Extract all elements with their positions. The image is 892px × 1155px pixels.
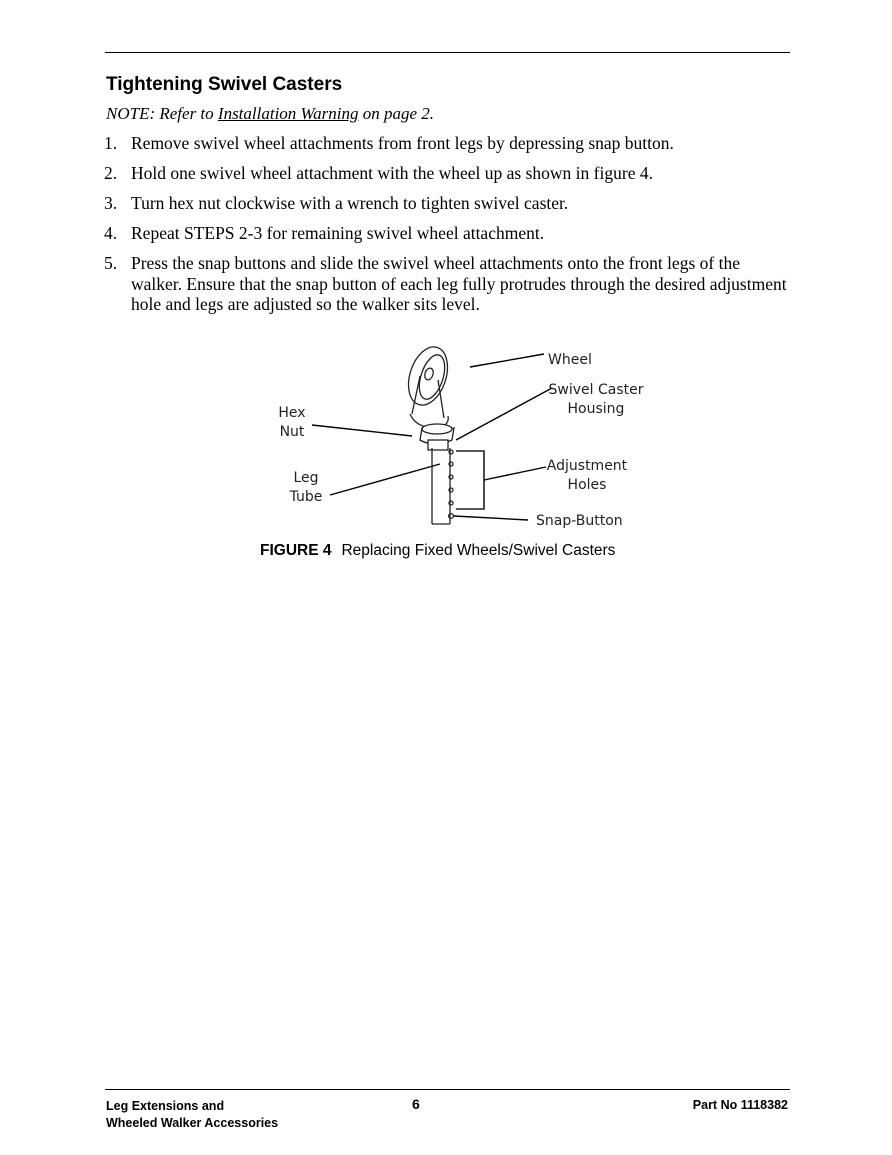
housing-label-line2: Housing [567, 401, 625, 417]
step-number: 1. [104, 133, 118, 153]
adjustment-label-line2: Holes [567, 477, 607, 493]
step-item [104, 223, 794, 244]
step-number: 2. [104, 163, 118, 183]
header-rule [105, 52, 790, 53]
step-text: Repeat STEPS 2-3 for remaining swivel wheel attachment. [131, 223, 545, 243]
note-suffix: on page 2. [358, 104, 435, 123]
caster-diagram [270, 336, 650, 536]
leg-label-line1: Leg [293, 470, 319, 486]
wheel-drawing [402, 342, 455, 428]
steps-list [104, 133, 794, 324]
footer-rule [105, 1089, 790, 1090]
step-text: Press the snap buttons and slide the swivel wheel attachments onto the front legs of the walker. Ensure that the snap button of each leg fully protrudes through the desired adjustment hole and legs are adjusted so the walker sits level. [131, 253, 787, 314]
page-number: 6 [412, 1096, 420, 1112]
installation-warning-link[interactable]: Installation Warning [217, 104, 359, 123]
step-item [104, 253, 794, 315]
step-item [104, 133, 794, 154]
step-number: 4. [104, 223, 118, 243]
step-item [104, 193, 794, 214]
footer-document-title [106, 1098, 278, 1132]
footer-title-line1: Leg Extensions and [106, 1099, 225, 1113]
step-number: 5. [104, 253, 118, 273]
hex-label-line1: Hex [278, 405, 306, 421]
step-text: Hold one swivel wheel attachment with the wheel up as shown in figure 4. [131, 163, 653, 183]
part-number: Part No 1118382 [692, 1098, 788, 1112]
figure-number: FIGURE 4 [260, 542, 332, 559]
step-item [104, 163, 794, 184]
step-text: Remove swivel wheel attachments from front legs by depressing snap button. [131, 133, 674, 153]
footer-title-line2: Wheeled Walker Accessories [106, 1116, 279, 1130]
figure-caption [260, 542, 615, 560]
step-number: 3. [104, 193, 118, 213]
adjustment-bracket [456, 451, 484, 509]
housing-label-line1: Swivel Caster [548, 382, 644, 398]
figure-caption-text: Replacing Fixed Wheels/Swivel Casters [341, 542, 616, 559]
snap-button-label: Snap-Button [536, 513, 623, 529]
hex-nut-drawing [420, 424, 454, 450]
leg-tube-drawing [432, 448, 453, 524]
leg-label-line2: Tube [289, 489, 323, 505]
step-text: Turn hex nut clockwise with a wrench to tighten swivel caster. [131, 193, 569, 213]
note-prefix: NOTE: Refer to [106, 104, 218, 123]
hex-label-line2: Nut [279, 424, 305, 440]
section-title: Tightening Swivel Casters [106, 74, 343, 95]
figure-4 [270, 336, 650, 536]
adjustment-label-line1: Adjustment [546, 458, 628, 474]
wheel-label: Wheel [548, 352, 592, 368]
note [106, 104, 434, 124]
